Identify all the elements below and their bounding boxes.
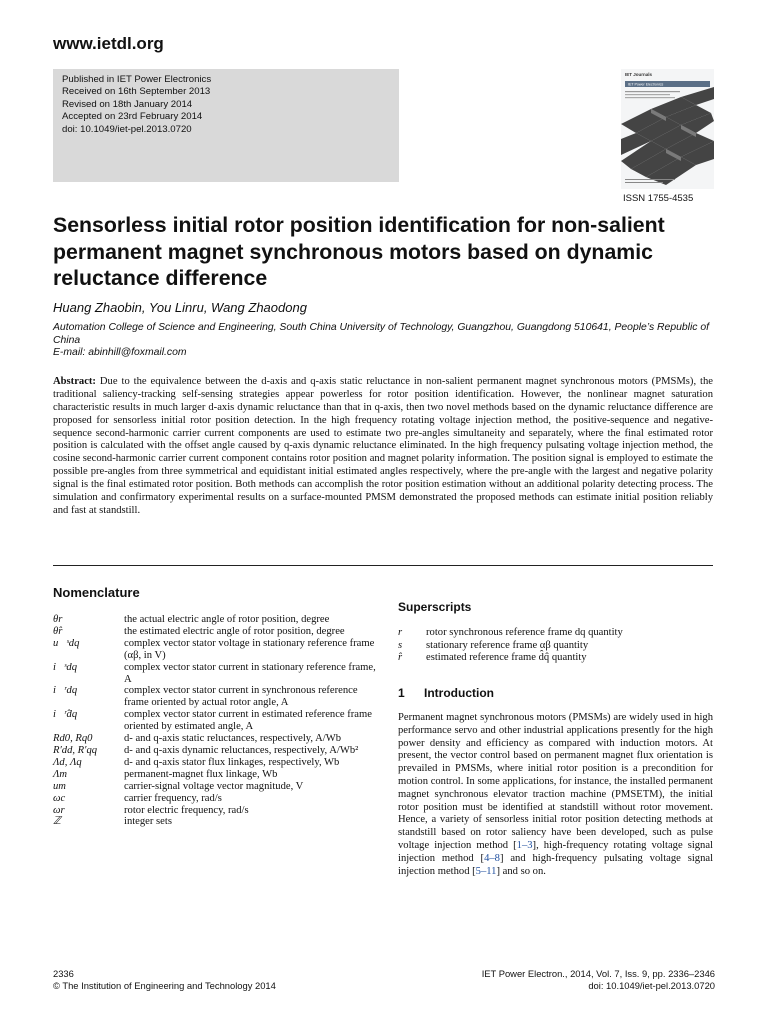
issn: ISSN 1755-4535 bbox=[623, 193, 694, 204]
nomenclature-symbol: Λm bbox=[53, 768, 68, 780]
copyright: © The Institution of Engineering and Technology 2014 bbox=[53, 980, 276, 991]
superscript-definition: stationary reference frame αβ quantity bbox=[426, 639, 589, 651]
nomenclature-definition: complex vector stator voltage in stationary reference frame (αβ, in V) bbox=[124, 637, 375, 661]
nomenclature-item bbox=[53, 614, 383, 626]
introduction-heading bbox=[398, 686, 494, 700]
nomenclature-heading: Nomenclature bbox=[53, 585, 140, 600]
superscript-item bbox=[398, 627, 718, 640]
footer-left bbox=[53, 968, 276, 992]
nomenclature-symbol: i⃗ʳ̂dq bbox=[53, 709, 78, 721]
article-authors: Huang Zhaobin, You Linru, Wang Zhaodong bbox=[53, 300, 307, 315]
page-number: 2336 bbox=[53, 968, 74, 979]
publication-info-box bbox=[53, 69, 399, 182]
footer-doi[interactable]: doi: 10.1049/iet-pel.2013.0720 bbox=[588, 980, 715, 991]
superscript-item bbox=[398, 640, 718, 653]
intro-text: ] and so on. bbox=[496, 865, 546, 877]
abstract-label: Abstract: bbox=[53, 376, 96, 387]
revised-line: Revised on 18th January 2014 bbox=[62, 98, 193, 110]
nomenclature-item bbox=[53, 685, 383, 709]
superscript-symbol: s bbox=[398, 639, 403, 651]
nomenclature-definition: integer sets bbox=[124, 816, 172, 828]
nomenclature-definition: permanent-magnet flux linkage, Wb bbox=[124, 768, 278, 780]
site-url[interactable]: www.ietdl.org bbox=[53, 34, 164, 53]
affiliation-block bbox=[53, 322, 733, 360]
nomenclature-definition: d- and q-axis stator flux linkages, respectively, Wb bbox=[124, 756, 340, 768]
nomenclature-symbol: Λd, Λq bbox=[53, 756, 82, 768]
nomenclature-item bbox=[53, 781, 383, 793]
nomenclature-definition: carrier frequency, rad/s bbox=[124, 792, 222, 804]
section-title: Introduction bbox=[424, 686, 494, 700]
accepted-line: Accepted on 23rd February 2014 bbox=[62, 111, 203, 123]
nomenclature-definition: rotor electric frequency, rad/s bbox=[124, 804, 249, 816]
nomenclature-symbol: ℤ bbox=[53, 816, 61, 828]
nomenclature-definition: d- and q-axis static reluctances, respectively, A/Wb bbox=[124, 733, 341, 745]
abstract bbox=[53, 376, 713, 518]
abstract-text: Due to the equivalence between the d-axis and q-axis static reluctance in non-salient permanent magnet synchronous motors (PMSMs), the traditional saliency-tracking self-sensing strategies appear powerless for rotor position identification. However, the nonlinear magnet saturation characteristic results in much larger d-axis dynamic reluctance than that in q-axis, then two novel methods based on the dynamic reluctance difference are proposed for sensorless initial rotor position detection. In the high frequency rotating voltage injection method, the positive-sequence and negative-sequence second-harmonic carrier current components are used to estimate two pre-angles simultaneity and separately, where the final estimated rotor position is calculated with the offset angle caused by q-axis dynamic reluctance eliminated. In the high frequency pulsating voltage injection method, the cosine second-harmonic carrier current component contains rotor position and magnet polarity information. The position signal is employed to estimate the possible pre-angles from three symmetrical and equidistant initial estimated angles respectively, where the pre-angle with the largest and negative polarity signal is the final estimated rotor position. Both methods can accomplish the rotor position estimation without an additional polarity detecting process. The simulation and confirmatory experimental results on a surface-mounted PMSM demonstrated the proposed methods can estimate initial position reliably and fast at standstill. bbox=[53, 376, 713, 516]
nomenclature-item bbox=[53, 816, 383, 828]
nomenclature-definition: carrier-signal voltage vector magnitude, V bbox=[124, 780, 304, 792]
nomenclature-item bbox=[53, 757, 383, 769]
nomenclature-symbol: R′dd, R′qq bbox=[53, 744, 98, 756]
cover-journal: IET Power Electronics bbox=[628, 82, 664, 87]
nomenclature-item bbox=[53, 805, 383, 817]
citation-link[interactable]: 4–8 bbox=[484, 852, 500, 864]
nomenclature-symbol: u⃗ˢdq bbox=[53, 637, 80, 649]
intro-text: ] and high-frequency pulsating voltage signal injection method [ bbox=[398, 852, 714, 877]
nomenclature-item bbox=[53, 745, 383, 757]
nomenclature-definition: the estimated electric angle of rotor position, degree bbox=[124, 625, 345, 637]
superscript-definition: rotor synchronous reference frame dq quantity bbox=[426, 627, 623, 638]
affiliation: Automation College of Science and Engineering, South China University of Technology, Guangzhou, Guangdong 510641, People’s Republic of China bbox=[53, 322, 710, 346]
nomenclature-definition: complex vector stator current in stationary reference frame, A bbox=[124, 661, 376, 685]
nomenclature-item bbox=[53, 709, 383, 733]
nomenclature-symbol: θ̂r bbox=[53, 625, 63, 637]
journal-cover-image bbox=[621, 69, 714, 189]
nomenclature-symbol: ωc bbox=[53, 792, 66, 804]
superscript-definition: estimated reference frame d̂q̂ quantity bbox=[426, 652, 587, 663]
nomenclature-definition: d- and q-axis dynamic reluctances, respectively, A/Wb² bbox=[124, 744, 359, 756]
email[interactable]: E-mail: abinhill@foxmail.com bbox=[53, 347, 187, 359]
citation-link[interactable]: 1–3 bbox=[516, 839, 533, 851]
nomenclature-item bbox=[53, 769, 383, 781]
doi-line: doi: 10.1049/iet-pel.2013.0720 bbox=[62, 123, 192, 135]
section-number: 1 bbox=[398, 686, 405, 700]
superscripts-heading: Superscripts bbox=[398, 600, 472, 614]
pub-line: Published in IET Power Electronics bbox=[62, 74, 212, 85]
nomenclature-item bbox=[53, 638, 383, 662]
footer-right bbox=[482, 968, 715, 992]
intro-text: Permanent magnet synchronous motors (PMSMs) are widely used in high performance servo and other industrial applications presently for the high power density and efficiency as compared with induction motors. At present, the vector control based on permanent magnet flux orientation is prevailed in PMSMs, where initial rotor position is a precondition for motion control. In some applications, for instance, the installed permanent magnet synchronous elevator traction machine (PMSETM), the initial rotor position must be identified at standstill without rotor movement. Hence, a variety of sensorless initial rotor position detecting methods at standstill based on rotor saliency have been developed, such as pulse voltage injection method [ bbox=[398, 712, 713, 851]
intro-text: ], high-frequency rotating voltage signal injection method [ bbox=[398, 839, 713, 864]
nomenclature-item bbox=[53, 626, 383, 638]
nomenclature-symbol: i⃗ˢdq bbox=[53, 661, 78, 673]
article-title: Sensorless initial rotor position identification for non-salient permanent magnet synchronous motors based on dynamic reluctance difference bbox=[53, 213, 665, 290]
nomenclature-symbol: ωr bbox=[53, 804, 65, 816]
nomenclature-item bbox=[53, 733, 383, 745]
journal-reference: IET Power Electron., 2014, Vol. 7, Iss. 9, pp. 2336–2346 bbox=[481, 968, 715, 979]
nomenclature-item bbox=[53, 793, 383, 805]
nomenclature-item bbox=[53, 662, 383, 686]
superscript-item bbox=[398, 652, 718, 665]
nomenclature-definition: complex vector stator current in synchronous reference frame oriented by actual rotor angle, A bbox=[124, 685, 358, 709]
introduction-body bbox=[398, 712, 713, 878]
citation-link[interactable]: 5–11 bbox=[475, 865, 497, 877]
superscript-symbol: r̂ bbox=[398, 652, 403, 663]
nomenclature-symbol: Rd0, Rq0 bbox=[53, 733, 93, 745]
section-divider bbox=[53, 565, 713, 566]
nomenclature-definition: complex vector stator current in estimated reference frame oriented by estimated angle, A bbox=[124, 709, 372, 733]
nomenclature-symbol: θr bbox=[53, 614, 63, 625]
nomenclature-definition: the actual electric angle of rotor position, degree bbox=[124, 614, 330, 625]
nomenclature-symbol: i⃗ʳdq bbox=[53, 685, 78, 697]
received-line: Received on 16th September 2013 bbox=[62, 86, 211, 98]
cover-brand: IET Journals bbox=[625, 72, 653, 77]
superscript-symbol: r bbox=[398, 627, 403, 638]
superscripts-list bbox=[398, 627, 718, 665]
nomenclature-symbol: um bbox=[53, 780, 66, 792]
nomenclature-list bbox=[53, 614, 383, 828]
